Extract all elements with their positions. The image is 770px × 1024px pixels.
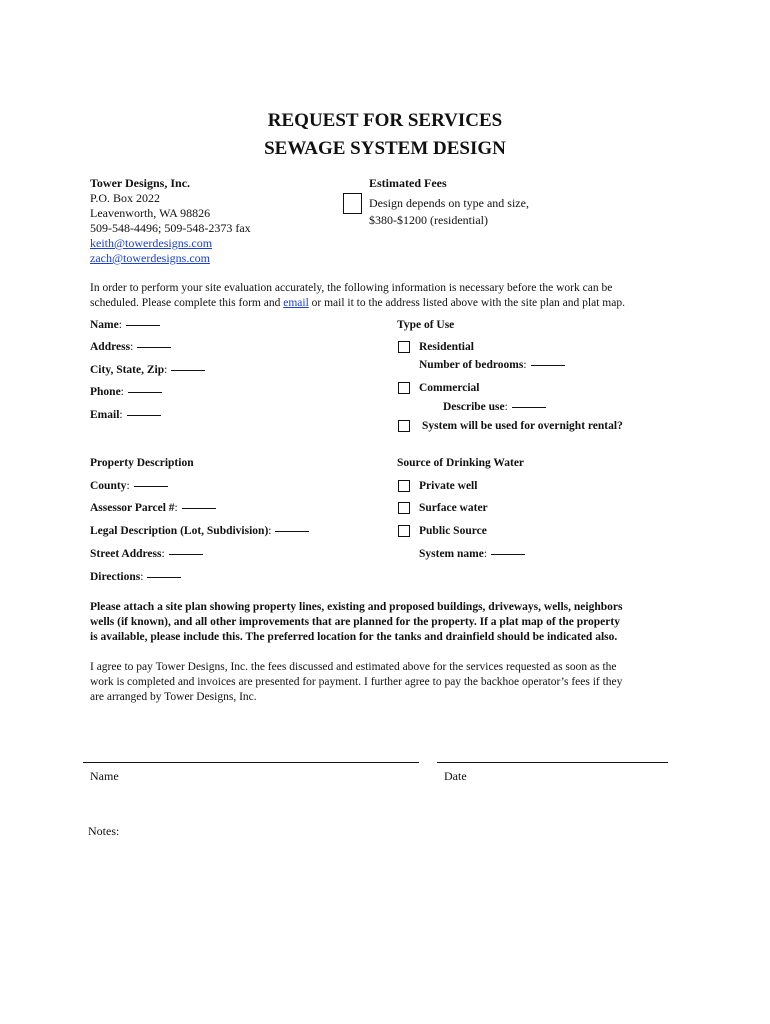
bedrooms-label: Number of bedrooms — [419, 359, 524, 371]
commercial-label: Commercial — [419, 382, 480, 394]
signature-name-label: Name — [90, 769, 119, 783]
signature-name-line[interactable] — [83, 762, 419, 763]
parcel-blank[interactable] — [182, 507, 216, 509]
company-po-box: P.O. Box 2022 — [90, 191, 161, 205]
describe-use-field-row[interactable]: Describe use: — [443, 401, 546, 413]
city-blank[interactable] — [171, 369, 205, 371]
attach-line3: is available, please include this. The preferred location for the tanks and drainfield should be indicated also. — [90, 631, 618, 643]
residential-label: Residential — [419, 341, 474, 353]
overnight-rental-checkbox[interactable] — [398, 420, 410, 432]
agree-line3: are arranged by Tower Designs, Inc. — [90, 691, 257, 703]
public-source-label: Public Source — [419, 525, 487, 537]
intro-text-before: scheduled. Please complete this form and — [90, 297, 284, 309]
address-field-row[interactable]: Address: — [90, 341, 171, 353]
residential-checkbox[interactable] — [398, 341, 410, 353]
water-heading: Source of Drinking Water — [397, 457, 525, 469]
notes-label: Notes: — [88, 824, 120, 838]
public-source-checkbox[interactable] — [398, 525, 410, 537]
attach-line1: Please attach a site plan showing property lines, existing and proposed buildings, driveways, wells, neighbors — [90, 601, 623, 613]
fees-line1: Design depends on type and size, — [369, 196, 529, 210]
overnight-rental-label: System will be used for overnight rental? — [422, 420, 623, 432]
type-of-use-heading: Type of Use — [397, 319, 455, 331]
property-heading: Property Description — [90, 457, 194, 469]
intro-line1: In order to perform your site evaluation accurately, the following information is necessary before the work can be — [90, 282, 613, 294]
county-field-row[interactable]: County: — [90, 480, 168, 492]
company-name: Tower Designs, Inc. — [90, 176, 191, 190]
intro-line2 — [90, 296, 625, 311]
fees-line2: $380-$1200 (residential) — [369, 213, 488, 227]
bedrooms-field-row[interactable]: Number of bedrooms: — [419, 359, 565, 371]
phone-blank[interactable] — [128, 391, 162, 393]
page-title-line2: SEWAGE SYSTEM DESIGN — [264, 138, 506, 159]
directions-label: Directions — [90, 571, 141, 583]
fees-heading: Estimated Fees — [369, 176, 447, 190]
signature-date-line[interactable] — [437, 762, 668, 763]
agree-line1: I agree to pay Tower Designs, Inc. the fees discussed and estimated above for the services requested as soon as the — [90, 661, 617, 673]
legal-label: Legal Description (Lot, Subdivision) — [90, 525, 269, 537]
address-label: Address — [90, 341, 131, 353]
county-label: County — [90, 480, 127, 492]
address-blank[interactable] — [137, 346, 171, 348]
email-field-row[interactable]: Email: — [90, 409, 161, 421]
intro-text-after: or mail it to the address listed above with the site plan and plat map. — [308, 297, 625, 309]
street-blank[interactable] — [169, 553, 203, 555]
street-label: Street Address — [90, 548, 162, 560]
system-name-field-row[interactable]: System name: — [419, 548, 525, 560]
directions-field-row[interactable]: Directions: — [90, 571, 181, 583]
describe-use-blank[interactable] — [512, 406, 546, 408]
parcel-label: Assessor Parcel # — [90, 502, 175, 514]
commercial-checkbox[interactable] — [398, 382, 410, 394]
intro-email-link[interactable]: email — [283, 297, 309, 309]
signature-date-label: Date — [444, 769, 467, 783]
phone-label: Phone — [90, 386, 121, 398]
describe-use-label: Describe use — [443, 401, 505, 413]
name-blank[interactable] — [126, 324, 160, 326]
fees-checkbox[interactable] — [343, 193, 362, 214]
directions-blank[interactable] — [147, 576, 181, 578]
page-title-line1: REQUEST FOR SERVICES — [267, 110, 503, 131]
street-field-row[interactable]: Street Address: — [90, 548, 203, 560]
name-field-row[interactable]: Name: — [90, 319, 160, 331]
name-label: Name — [90, 319, 119, 331]
surface-water-label: Surface water — [419, 502, 488, 514]
legal-field-row[interactable]: Legal Description (Lot, Subdivision): — [90, 525, 309, 537]
email-label: Email — [90, 409, 120, 421]
email-blank[interactable] — [127, 414, 161, 416]
parcel-field-row[interactable]: Assessor Parcel #: — [90, 502, 216, 514]
company-city: Leavenworth, WA 98826 — [90, 206, 211, 220]
agree-line2: work is completed and invoices are presented for payment. I further agree to pay the backhoe operator’s fees if they — [90, 676, 623, 688]
company-phones: 509-548-4496; 509-548-2373 fax — [90, 221, 251, 235]
legal-blank[interactable] — [275, 530, 309, 532]
private-well-checkbox[interactable] — [398, 480, 410, 492]
city-label: City, State, Zip — [90, 364, 165, 376]
system-name-label: System name — [419, 548, 484, 560]
phone-field-row[interactable]: Phone: — [90, 386, 162, 398]
bedrooms-blank[interactable] — [531, 364, 565, 366]
county-blank[interactable] — [134, 485, 168, 487]
private-well-label: Private well — [419, 480, 478, 492]
surface-water-checkbox[interactable] — [398, 502, 410, 514]
attach-line2: wells (if known), and all other improvements that are planned for the property. If a plat map of the property — [90, 616, 620, 628]
email-link-zach[interactable]: zach@towerdesigns.com — [90, 251, 211, 265]
system-name-blank[interactable] — [491, 553, 525, 555]
city-field-row[interactable]: City, State, Zip: — [90, 364, 205, 376]
email-link-keith[interactable]: keith@towerdesigns.com — [90, 236, 213, 250]
